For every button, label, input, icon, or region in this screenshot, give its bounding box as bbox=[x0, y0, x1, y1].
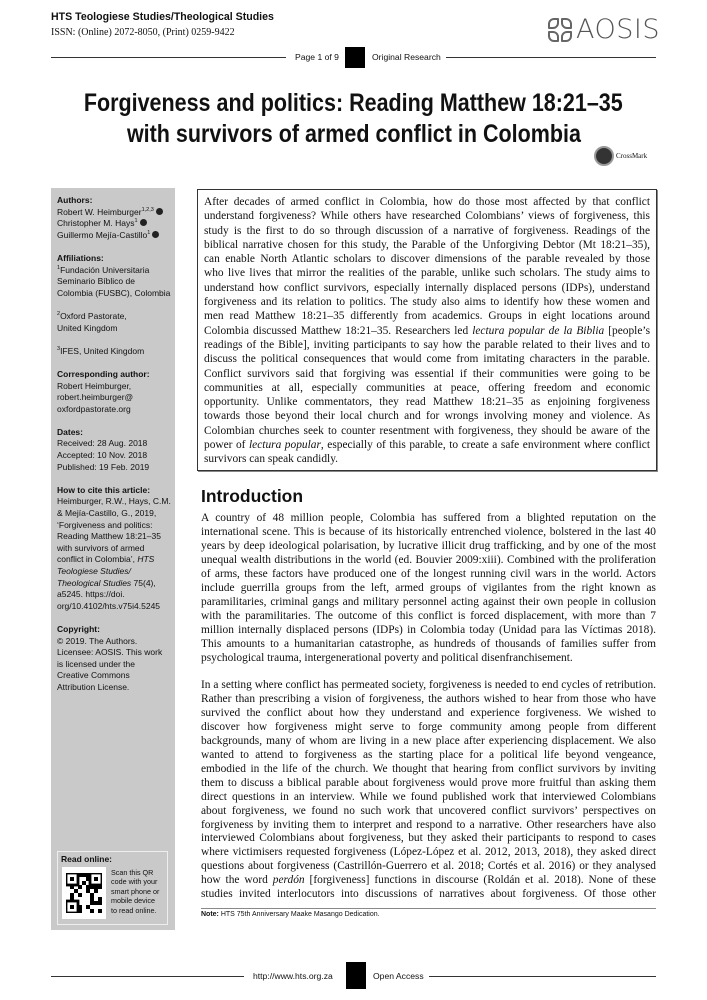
publisher-name: AOSIS bbox=[576, 14, 660, 45]
body-line bbox=[201, 568, 656, 582]
affiliation-number: 1 bbox=[57, 264, 61, 271]
text-segment: interviewed Colombians about forgiveness, but they asked their participants to respond to cases bbox=[201, 832, 656, 845]
copyright-section bbox=[57, 624, 175, 694]
affiliation-number: 2 bbox=[57, 311, 61, 318]
abstract-line bbox=[204, 424, 650, 438]
body-line bbox=[201, 888, 656, 902]
abstract-line bbox=[204, 209, 650, 223]
body-line bbox=[201, 805, 656, 819]
body-paragraph bbox=[201, 679, 656, 902]
affiliation-line bbox=[57, 346, 175, 358]
body-line bbox=[201, 582, 656, 596]
text-segment: embodied in the life of the church. We thought that hearing from conflict survivors by inviting bbox=[201, 762, 656, 775]
affiliation-item bbox=[57, 265, 175, 300]
read-online-box bbox=[57, 851, 168, 925]
citation-line bbox=[57, 601, 175, 613]
body-line bbox=[201, 735, 656, 749]
copyright-line: © 2019. The Authors. bbox=[57, 635, 138, 646]
body-line bbox=[201, 791, 656, 805]
italic-text: Teologiese Studies/ bbox=[57, 566, 131, 576]
text-segment: paramilitaries, criminal gangs and military personnel acting against their own people in collusion bbox=[201, 595, 656, 608]
copyright-line: Licensee: AOSIS. This work bbox=[57, 647, 163, 658]
citation-line bbox=[57, 566, 175, 578]
affiliation-text: United Kingdom bbox=[57, 322, 118, 333]
affiliation-line bbox=[57, 265, 175, 277]
body-paragraph bbox=[201, 512, 656, 665]
italic-text: HTS bbox=[137, 554, 155, 565]
citation-line bbox=[57, 554, 175, 566]
affiliation-text: Fundación Universitaria bbox=[60, 264, 150, 275]
text-segment: In a setting where conflict has permeated society, forgiveness is needed to end cycles of retribution. bbox=[201, 678, 656, 691]
body-line bbox=[201, 860, 656, 874]
text-segment: understand how conflict survivors, especially internally displaced persons (IDPs), understand bbox=[204, 281, 650, 294]
corresponding-name: Robert Heimburger, bbox=[57, 380, 132, 391]
text-segment: ‘Forgiveness and politics: bbox=[57, 519, 153, 530]
abstract-line bbox=[204, 224, 650, 238]
note-text: HTS 75th Anniversary Maake Masango Dedication. bbox=[218, 911, 380, 918]
header-rule-right bbox=[446, 57, 656, 58]
body-line bbox=[201, 874, 656, 888]
italic-text: lectura popular de la Biblia bbox=[472, 324, 605, 337]
text-segment: Reading Matthew 18:21–35 bbox=[57, 531, 161, 542]
abstract-line bbox=[204, 338, 650, 352]
authors-heading: Authors: bbox=[57, 195, 93, 205]
text-segment: them to discuss a biblical parable about forgiveness would prove more fruitful than asking them bbox=[201, 776, 656, 789]
text-segment: of arms, these factors have produced one of the longest running civil wars in the world. Actors bbox=[201, 567, 656, 580]
text-segment: [forgiveness] functions in discourse (Roldán et al. 2018). None of these bbox=[304, 874, 656, 887]
affiliation-number: 3 bbox=[57, 345, 61, 352]
corresponding-section bbox=[57, 369, 175, 415]
body-line bbox=[201, 832, 656, 846]
dates-heading: Dates: bbox=[57, 426, 83, 437]
author-name: Guillermo Mejía-Castillo bbox=[57, 229, 148, 240]
text-segment: a5245. https://doi. bbox=[57, 589, 125, 600]
text-segment: how the word bbox=[201, 874, 273, 887]
title-line: with survivors of armed conflict in Colombia bbox=[126, 120, 581, 148]
text-segment: towards those beyond their local church and for wrongs involving money and violence. As bbox=[204, 410, 650, 423]
body-line bbox=[201, 777, 656, 791]
text-segment: & Mejía-Castillo, G., 2019, bbox=[57, 508, 157, 519]
issn: ISSN: (Online) 2072-8050, (Print) 0259-9422 bbox=[51, 27, 235, 38]
date-received: Received: 28 Aug. 2018 bbox=[57, 438, 148, 449]
text-segment: power of bbox=[204, 439, 250, 452]
section-heading-introduction: Introduction bbox=[201, 486, 304, 506]
body-line bbox=[201, 707, 656, 721]
aosis-logo-icon bbox=[548, 18, 572, 42]
article-info-sidebar bbox=[51, 188, 175, 930]
abstract-line bbox=[204, 367, 650, 381]
affiliation-text: Colombia (FUSBC), Colombia bbox=[57, 287, 171, 298]
article-type: Original Research bbox=[372, 52, 441, 62]
text-segment: discover how forgiveness might serve to forge community among people from different bbox=[201, 720, 656, 733]
date-accepted: Accepted: 10 Nov. 2018 bbox=[57, 450, 148, 461]
abstract-box bbox=[197, 189, 657, 471]
abstract-line bbox=[204, 266, 650, 280]
body-line bbox=[201, 846, 656, 860]
abstract-line bbox=[204, 324, 650, 338]
text-segment: psychological trauma, intergenerational poverty and political disenfranchisement. bbox=[201, 651, 573, 664]
italic-text: perdón bbox=[272, 874, 305, 887]
body-text bbox=[201, 512, 656, 916]
body-line bbox=[201, 512, 656, 526]
abstract-line bbox=[204, 352, 650, 366]
read-online-line: mobile device bbox=[111, 896, 155, 906]
author-item bbox=[57, 218, 175, 230]
footer-rule-right bbox=[429, 976, 656, 977]
affiliation-text: Seminario Bíblico de bbox=[57, 276, 135, 287]
text-segment: unequal wealth distributions in the world (ed. Bouvier 2009:xiii). Combined with the proliferation bbox=[201, 553, 656, 566]
date-published: Published: 19 Feb. 2019 bbox=[57, 461, 150, 472]
open-access-label: Open Access bbox=[373, 971, 424, 981]
affiliation-line bbox=[57, 311, 175, 323]
read-online-line: code with your bbox=[111, 877, 158, 887]
citation-heading: How to cite this article: bbox=[57, 484, 151, 495]
body-line bbox=[201, 652, 656, 666]
text-segment: million internally displaced persons (IDPs) in Colombia today (Unidad para las Víctimas 2018). bbox=[201, 623, 656, 636]
journal-url[interactable]: http://www.hts.org.za bbox=[253, 971, 333, 981]
italic-text: lectura popular bbox=[249, 439, 321, 452]
body-line bbox=[201, 763, 656, 777]
text-segment: years by deep ideological polarisation, by lucrative illicit drug trafficking, and by one of the most bbox=[201, 539, 656, 552]
abstract-line bbox=[204, 438, 650, 452]
body-line bbox=[201, 749, 656, 763]
affiliation-text: IFES, United Kingdom bbox=[60, 345, 145, 356]
page-number: Page 1 of 9 bbox=[295, 52, 339, 62]
abstract-line bbox=[204, 381, 650, 395]
text-segment: After decades of armed conflict in Colombia, how do those most affected by that conflict bbox=[204, 196, 650, 208]
crossmark-label: CrossMark bbox=[616, 152, 648, 160]
text-segment: understand forgiveness? While others have researched Colombians’ views of forgiveness, this bbox=[204, 210, 650, 223]
footer-block bbox=[346, 962, 366, 989]
qr-code[interactable] bbox=[62, 867, 106, 919]
author-name: Christopher M. Hays bbox=[57, 218, 135, 229]
author-affiliation-number: 1,2,3 bbox=[141, 206, 154, 213]
body-line bbox=[201, 554, 656, 568]
footnote bbox=[201, 911, 380, 918]
abstract-line bbox=[204, 195, 650, 209]
affiliation-item bbox=[57, 311, 175, 334]
orcid-icon[interactable] bbox=[152, 231, 159, 238]
text-segment: org/10.4102/hts.v75i4.5245 bbox=[57, 600, 161, 611]
email-line: oxfordpastorate.org bbox=[57, 403, 131, 414]
text-segment: survivors can speak candidly. bbox=[204, 453, 339, 466]
header-rule-left bbox=[51, 57, 286, 58]
citation-line bbox=[57, 543, 175, 555]
note-label: Note: bbox=[201, 911, 219, 918]
footer-rule-left bbox=[51, 976, 244, 977]
abstract-line bbox=[204, 309, 650, 323]
authors-section bbox=[57, 195, 175, 241]
dates-section bbox=[57, 427, 175, 473]
text-segment: communities at all, especially communities at peace, offering freedom and economic bbox=[204, 381, 650, 394]
read-online-line: Scan this QR bbox=[111, 868, 154, 877]
body-line bbox=[201, 540, 656, 554]
body-line bbox=[201, 638, 656, 652]
text-segment: with survivors of armed bbox=[57, 542, 145, 553]
text-segment: forgiveness by inviting them to interpret and respond to a narrative. Other researchers have also bbox=[201, 818, 656, 831]
text-segment: studies invited interlocutors into discussions of narratives about forgiveness. Of those other bbox=[201, 888, 656, 901]
text-segment: , especially of this parable, to create a safe environment where conflict bbox=[320, 439, 650, 452]
aosis-logo bbox=[548, 14, 660, 45]
text-segment: who live lives that mirror the realities of the parable, unlike such scholars. The study aims to bbox=[204, 267, 650, 280]
citation-line bbox=[57, 508, 175, 520]
citation-line bbox=[57, 496, 175, 508]
text-segment: Heimburger, R.W., Hays, C.M. bbox=[57, 496, 171, 507]
header-block bbox=[345, 47, 365, 68]
corresponding-heading: Corresponding author: bbox=[57, 368, 150, 379]
text-segment: include guerrilla groups from the left, armed groups of vigilantes from the right known as bbox=[201, 581, 656, 594]
abstract-line bbox=[204, 281, 650, 295]
text-segment: questions about forgiveness (Castrillón-Guerrero et al. 2018; Cortés et al. 2016) or they analysed bbox=[201, 860, 656, 873]
abstract-line bbox=[204, 395, 650, 409]
text-segment: Conflict survivors said that forgiving was essential if their communities were going to be bbox=[204, 367, 650, 380]
author-item bbox=[57, 230, 175, 242]
body-line bbox=[201, 526, 656, 540]
citation-line bbox=[57, 531, 175, 543]
body-line bbox=[201, 624, 656, 638]
text-segment: conflict in Colombia’, bbox=[57, 554, 138, 565]
affiliations-heading: Affiliations: bbox=[57, 252, 104, 263]
crossmark-icon bbox=[594, 146, 614, 166]
text-segment: This amounts to a humanitarian catastrophe, as hundreds of thousands of families suffer from bbox=[201, 637, 656, 650]
copyright-heading: Copyright: bbox=[57, 623, 100, 634]
read-online-line: to read online. bbox=[111, 905, 157, 915]
abstract-line bbox=[204, 295, 650, 309]
abstract-line bbox=[204, 238, 650, 252]
text-segment: 75(4), bbox=[131, 577, 156, 588]
affiliation-line bbox=[57, 288, 175, 300]
text-segment: men read Matthew 18:21–35 differently from academics. Groups in eight locations around bbox=[204, 310, 650, 323]
text-segment: can enable North Atlantic scholars to discover dimensions of the parable revealed by those bbox=[204, 253, 650, 266]
body-line bbox=[201, 819, 656, 833]
text-segment: forgiveness and its relation to politics. The study also aims to identify how these women and bbox=[204, 296, 650, 309]
copyright-line: is licensed under the bbox=[57, 658, 135, 669]
copyright-line: Creative Commons bbox=[57, 670, 130, 681]
body-line bbox=[201, 596, 656, 610]
text-segment: direct questions in an interview. While we found published work that interviewed Colombians bbox=[201, 790, 656, 803]
citation-line bbox=[57, 589, 175, 601]
text-segment: A country of 48 million people, Colombia has suffered from a blighted reputation on the bbox=[201, 512, 656, 524]
body-line bbox=[201, 610, 656, 624]
text-segment: wanted to attend to forgiveness as the starting place for a political life beyond vengeance, bbox=[201, 748, 656, 761]
text-segment: survived the conflict about how they understand and experience forgiveness. We wished to bbox=[201, 706, 656, 719]
body-line bbox=[201, 721, 656, 735]
read-online-line: smart phone or bbox=[111, 886, 160, 896]
orcid-icon[interactable] bbox=[140, 219, 147, 226]
citation-section bbox=[57, 485, 175, 613]
affiliation-line bbox=[57, 323, 175, 335]
text-segment: international scene. This is because of its historically entrenched violence, bolstered in the last 40 bbox=[201, 525, 656, 538]
citation-line bbox=[57, 520, 175, 532]
corresponding-email[interactable] bbox=[57, 392, 175, 415]
note-rule bbox=[201, 908, 656, 909]
text-segment: opportunity. Unlike commentators, they read Matthew 18:21–35 as enjoining forgiveness bbox=[204, 396, 650, 409]
text-segment: biblical narrative chosen for this study, the Parable of the Unforgiving Debtor (Mt 18:21–35), bbox=[204, 238, 650, 251]
author-name: Robert W. Heimburger bbox=[57, 206, 142, 217]
affiliation-item bbox=[57, 346, 175, 358]
text-segment: Colombia discussed Matthew 18:21–35. Researchers led bbox=[204, 324, 473, 337]
affiliations-section bbox=[57, 253, 175, 357]
email-line: robert.heimburger@ bbox=[57, 392, 134, 403]
article-title bbox=[0, 88, 707, 150]
text-segment: with the paramilitaries. The outcome of this conflict is forced displacement, with more than 7 bbox=[201, 609, 656, 622]
copyright-line: Attribution License. bbox=[57, 681, 130, 692]
text-segment: about forgiveness, we found no such work that uncovered conflict survivors’ perspectives on bbox=[201, 804, 656, 817]
read-online-heading: Read online: bbox=[61, 854, 113, 864]
text-segment: where victimisers requested forgiveness (López-López et al. 2012, 2013, 2018), they asked direct bbox=[201, 846, 656, 859]
abstract-line bbox=[204, 452, 650, 466]
text-segment: readings of the Bible], inviting participants to say how the parable related to their lives and to bbox=[204, 338, 650, 351]
abstract-line bbox=[204, 252, 650, 266]
text-segment: discuss the political consequences that would come from imitating characters in the parable. bbox=[204, 353, 650, 366]
body-line bbox=[201, 679, 656, 693]
citation-line bbox=[57, 578, 175, 590]
body-line bbox=[201, 693, 656, 707]
author-affiliation-number: 1 bbox=[147, 229, 151, 236]
title-line: Forgiveness and politics: Reading Matthew 18:21–35 bbox=[84, 89, 623, 117]
journal-name: HTS Teologiese Studies/Theological Studies bbox=[51, 11, 274, 23]
affiliation-line bbox=[57, 276, 175, 288]
orcid-icon[interactable] bbox=[156, 208, 163, 215]
crossmark-badge[interactable] bbox=[594, 146, 647, 166]
author-item bbox=[57, 207, 175, 219]
affiliation-text: Oxford Pastorate, bbox=[60, 310, 127, 321]
author-affiliation-number: 1 bbox=[134, 218, 138, 225]
text-segment: study is the first to do so through discussion of a narrative of forgiveness. Readings of the bbox=[204, 224, 650, 237]
text-segment: [people’s bbox=[604, 324, 651, 337]
text-segment: backgrounds, many of whom are living in a new place after experiencing displacement. We also bbox=[201, 734, 656, 747]
qr-code-icon bbox=[66, 873, 102, 913]
abstract-line bbox=[204, 409, 650, 423]
italic-text: Theological Studies bbox=[57, 577, 132, 588]
read-online-text bbox=[111, 868, 169, 915]
text-segment: Colombian churches seek to counter resentment with forgiveness, they should be aware of the bbox=[204, 424, 650, 437]
text-segment: Rather than prescribing a vision of forgiveness, the authors wished to hear from those who have bbox=[201, 692, 656, 705]
